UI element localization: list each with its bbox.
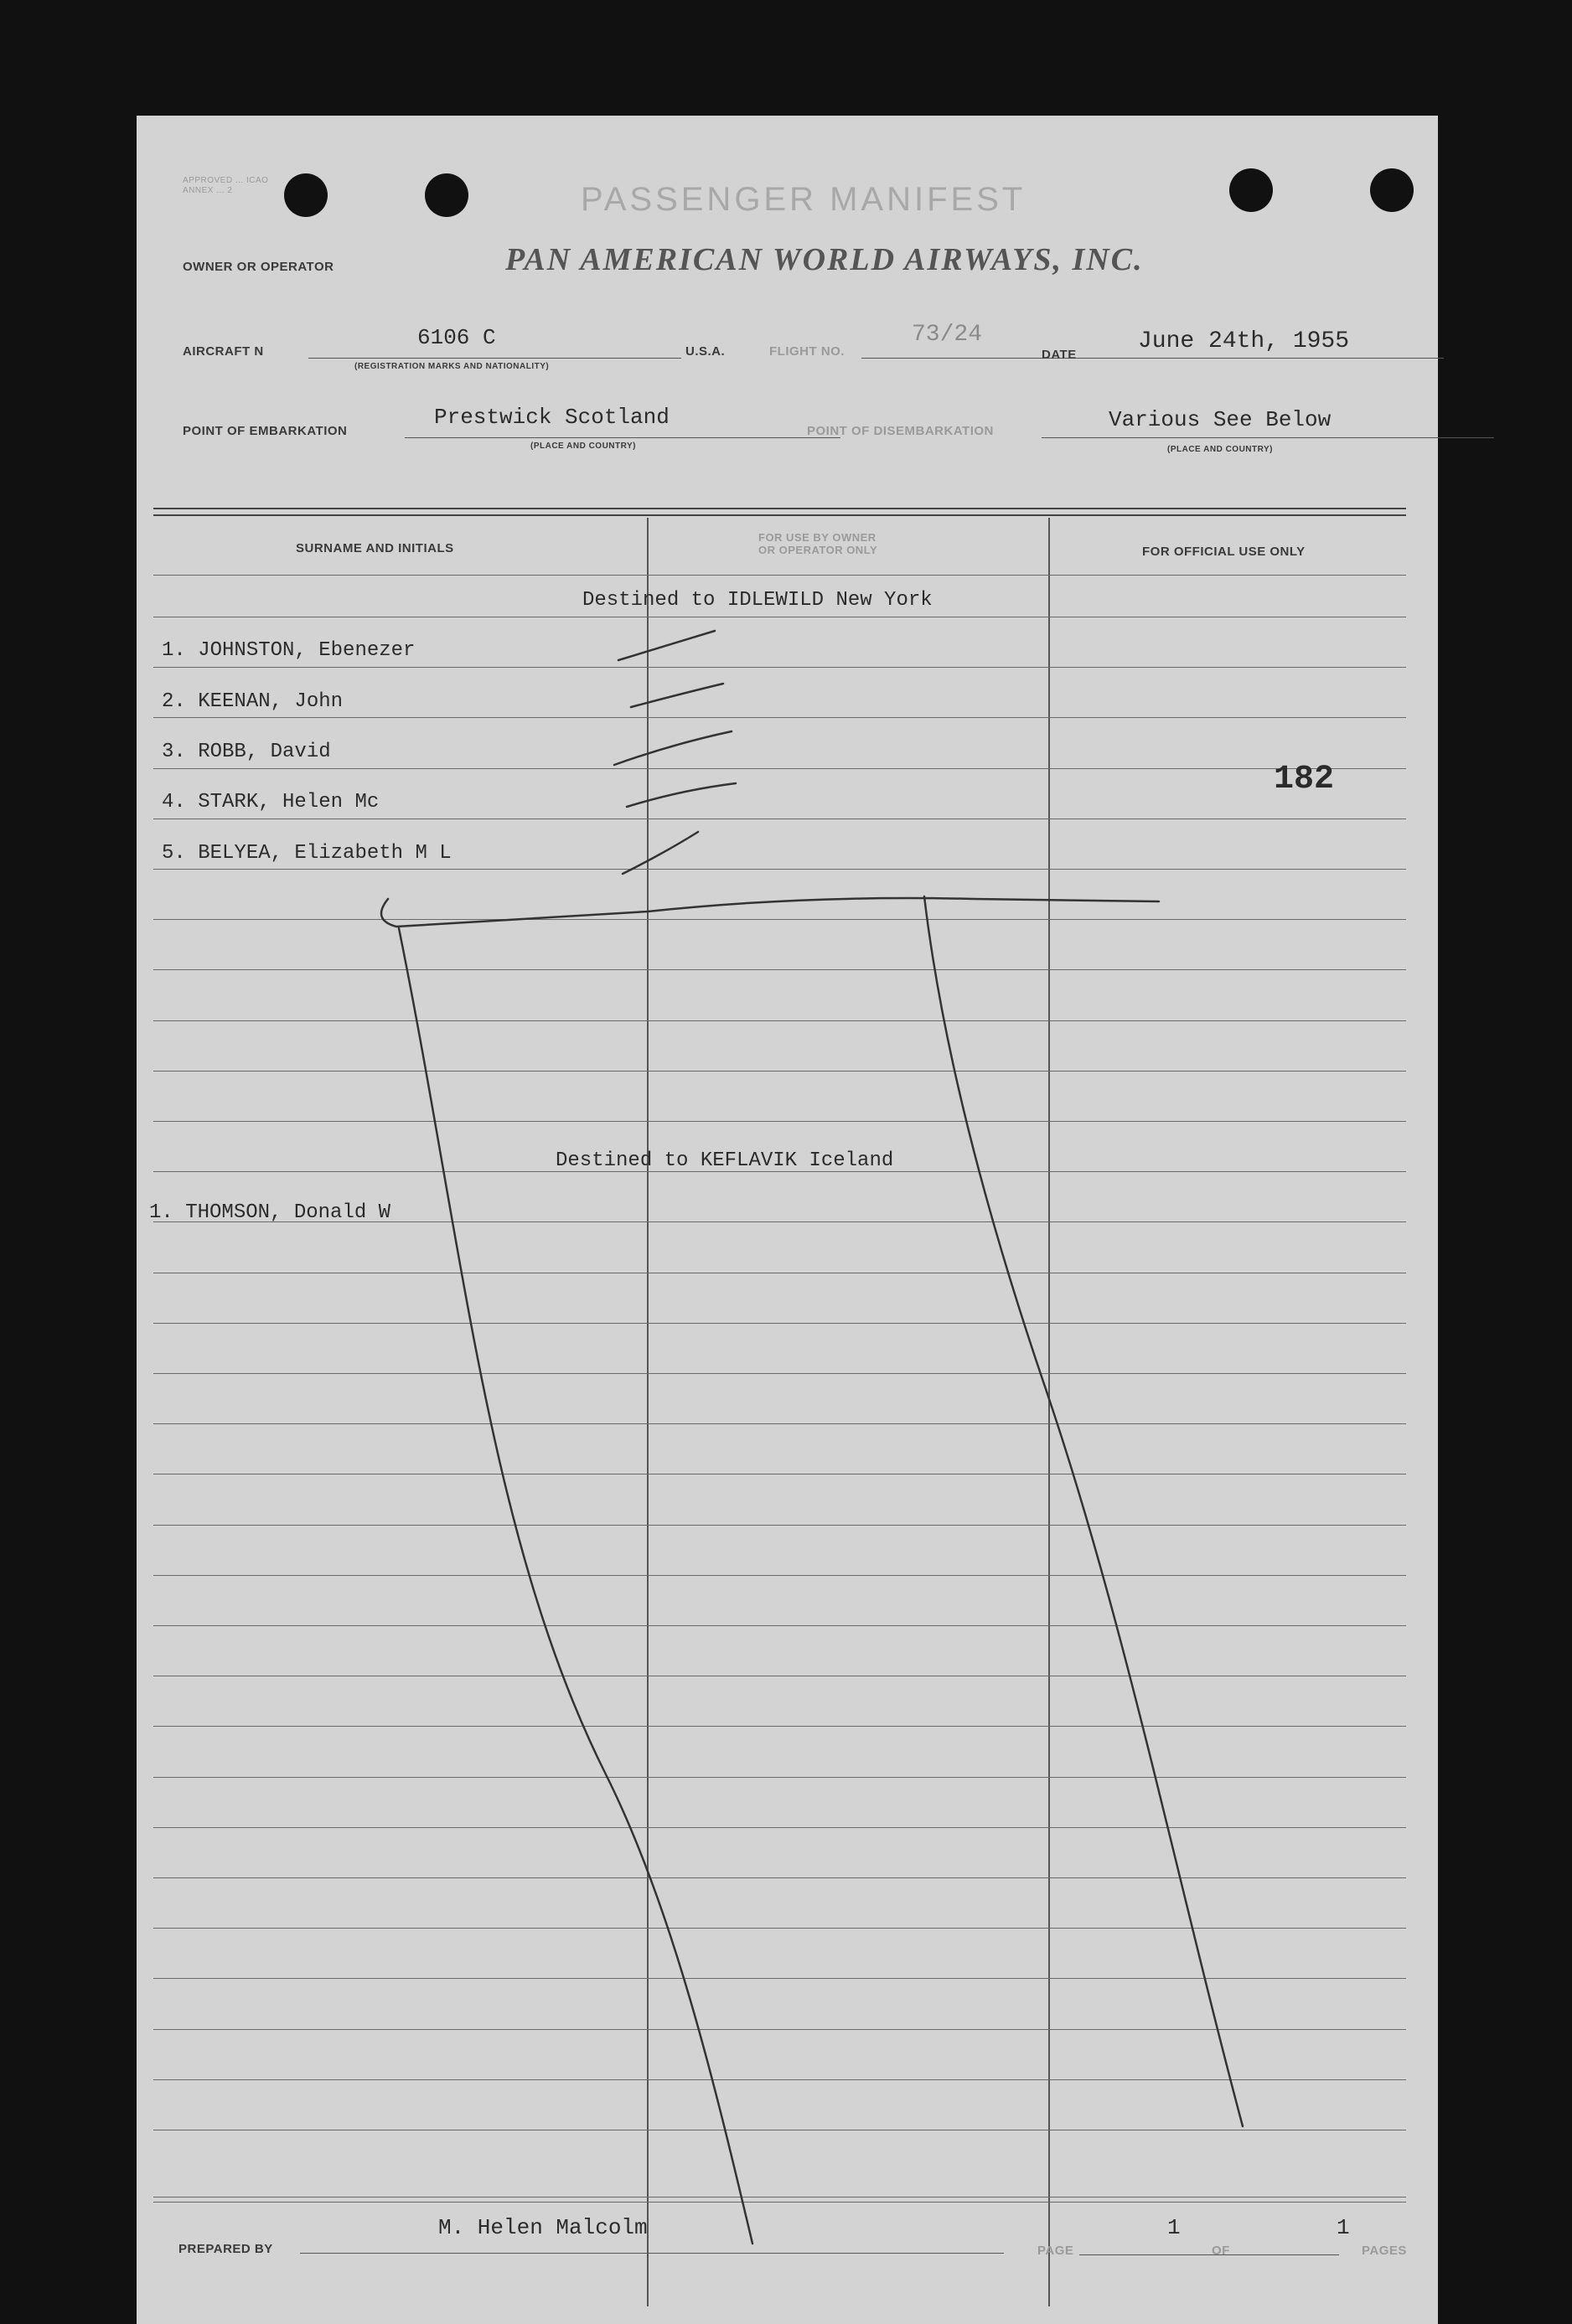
- date-value: June 24th, 1955: [1138, 328, 1350, 354]
- owner-label: OWNER OR OPERATOR: [183, 260, 334, 274]
- group-heading-keflavik: Destined to KEFLAVIK Iceland: [556, 1149, 894, 1172]
- continuation-line: [924, 896, 1243, 2126]
- passenger-row: 4. STARK, Helen Mc: [162, 791, 380, 813]
- check-mark: [623, 832, 698, 874]
- prepared-value: M. Helen Malcolm: [438, 2215, 648, 2240]
- passenger-row: 5. BELYEA, Elizabeth M L: [162, 842, 452, 865]
- passenger-row: 1. THOMSON, Donald W: [149, 1201, 391, 1224]
- column-header-surname: SURNAME AND INITIALS: [296, 541, 454, 555]
- column-header-owner-use-2: OR OPERATOR ONLY: [758, 544, 878, 556]
- aircraft-caption: (REGISTRATION MARKS AND NATIONALITY): [354, 362, 550, 371]
- disembarkation-label: POINT OF DISEMBARKATION: [807, 424, 994, 438]
- bracket-mark: [381, 898, 1159, 927]
- form-title: PASSENGER MANIFEST: [581, 181, 1026, 218]
- check-mark: [614, 731, 732, 765]
- embarkation-label: POINT OF EMBARKATION: [183, 424, 348, 438]
- pages-label: PAGES: [1362, 2244, 1407, 2258]
- passenger-row: 2. KEENAN, John: [162, 690, 344, 713]
- aircraft-value: 6106 C: [417, 325, 496, 350]
- column-header-owner-use-1: FOR USE BY OWNER: [758, 531, 876, 544]
- embarkation-value: Prestwick Scotland: [434, 405, 670, 430]
- check-mark: [627, 783, 736, 807]
- disembarkation-value: Various See Below: [1109, 407, 1332, 432]
- official-note: 182: [1274, 761, 1335, 798]
- check-mark: [631, 684, 723, 707]
- of-label: OF: [1212, 2244, 1230, 2258]
- disembarkation-caption: (PLACE AND COUNTRY): [1167, 445, 1273, 454]
- flight-label: FLIGHT NO.: [769, 344, 845, 359]
- manifest-sheet: [137, 116, 1438, 2324]
- page-label: PAGE: [1037, 2244, 1074, 2258]
- aircraft-label: AIRCRAFT N: [183, 344, 264, 359]
- check-mark: [618, 631, 715, 660]
- usa-label: U.S.A.: [685, 344, 726, 359]
- passenger-row: 1. JOHNSTON, Ebenezer: [162, 639, 416, 662]
- of-value: 1: [1337, 2215, 1350, 2240]
- group-heading-idlewild: Destined to IDLEWILD New York: [582, 589, 933, 612]
- prepared-label: PREPARED BY: [178, 2242, 273, 2256]
- passenger-row: 3. ROBB, David: [162, 741, 331, 763]
- pen-marks: [137, 116, 1438, 2324]
- date-label: DATE: [1042, 348, 1077, 362]
- approved-stamp: APPROVED ... ICAO ANNEX ... 2: [183, 176, 269, 195]
- flight-value: 73/24: [912, 322, 983, 348]
- page-value: 1: [1167, 2215, 1181, 2240]
- owner-value: PAN AMERICAN WORLD AIRWAYS, INC.: [505, 242, 1144, 277]
- column-header-official: FOR OFFICIAL USE ONLY: [1142, 545, 1306, 559]
- continuation-line: [399, 928, 752, 2244]
- embarkation-caption: (PLACE AND COUNTRY): [530, 442, 636, 451]
